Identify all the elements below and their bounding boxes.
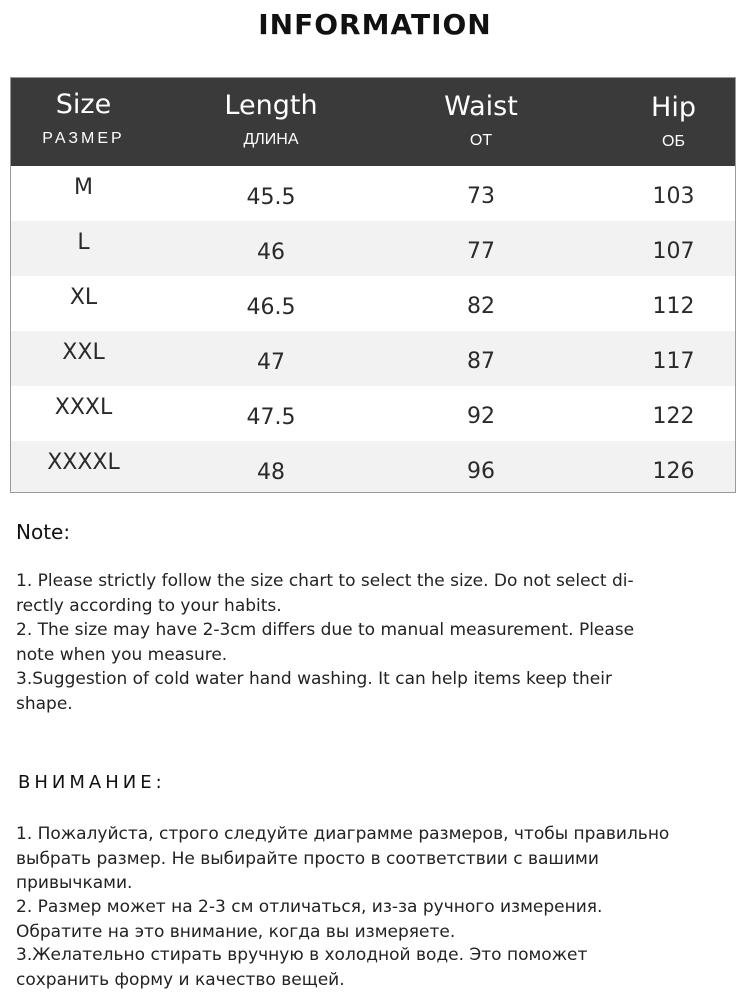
table-row	[11, 386, 735, 441]
cell-waist: 73	[467, 184, 495, 209]
cell-length: 48	[257, 460, 285, 485]
header-size	[11, 78, 156, 166]
vnimanie-item-2: 2. Размер может на 2-3 см отличаться, из-за ручного измерения. Обратите на это внимание, когда вы измеряете.	[16, 897, 603, 942]
cell-waist: 87	[467, 349, 495, 374]
header-hip-en: Hip	[651, 92, 696, 123]
header-length-ru: ДЛИНА	[243, 131, 299, 148]
cell-length: 46.5	[246, 295, 296, 320]
header-hip-ru: ОБ	[662, 133, 685, 150]
note-item-1: 1. Please strictly follow the size chart to select the size. Do not select di- rectly according to your habits.	[16, 571, 634, 616]
table-row	[11, 166, 735, 221]
cell-size: XXXXL	[47, 450, 120, 475]
header-size-ru: РАЗМЕР	[42, 130, 125, 147]
note-item-2: 2. The size may have 2-3cm differs due to manual measurement. Please note when you measure.	[16, 620, 635, 665]
cell-hip: 112	[652, 294, 695, 319]
size-table	[10, 77, 736, 493]
cell-waist: 96	[467, 459, 495, 484]
cell-hip: 117	[652, 349, 695, 374]
vnimanie-item-3: 3.Желательно стирать вручную в холодной воде. Это поможет сохранить форму и качество вещей.	[16, 945, 588, 990]
table-header	[11, 78, 735, 166]
header-size-en: Size	[55, 89, 112, 120]
note-item-3: 3.Suggestion of cold water hand washing. It can help items keep their shape.	[16, 669, 612, 714]
cell-length: 46	[257, 240, 285, 265]
header-waist-en: Waist	[444, 91, 518, 122]
page-title: INFORMATION	[258, 8, 492, 41]
cell-size: XXL	[62, 340, 105, 365]
cell-length: 47.5	[246, 405, 296, 430]
cell-hip: 107	[652, 239, 695, 264]
cell-hip: 126	[652, 459, 695, 484]
note-heading: Note:	[16, 520, 71, 544]
vnimanie-heading: ВНИМАНИЕ:	[18, 772, 166, 793]
table-row	[11, 331, 735, 386]
cell-waist: 77	[467, 239, 495, 264]
header-waist	[391, 78, 571, 166]
cell-waist: 82	[467, 294, 495, 319]
table-body	[11, 166, 735, 493]
header-waist-ru: ОТ	[469, 132, 493, 149]
cell-size: XL	[69, 285, 98, 310]
cell-waist: 92	[467, 404, 495, 429]
header-length	[181, 78, 361, 166]
cell-length: 45.5	[246, 185, 296, 210]
table-row	[11, 221, 735, 276]
cell-length: 47	[257, 350, 285, 375]
header-hip	[586, 78, 736, 166]
cell-size: XXXL	[54, 395, 113, 420]
cell-size: L	[77, 230, 90, 255]
cell-hip: 122	[652, 404, 695, 429]
cell-hip: 103	[652, 184, 695, 209]
table-row	[11, 276, 735, 331]
cell-size: M	[74, 175, 93, 200]
table-row	[11, 441, 735, 493]
vnimanie-item-1: 1. Пожалуйста, строго следуйте диаграмме размеров, чтобы правильно выбрать размер. Не выбирайте просто в соответствии с вашими привычками.	[16, 824, 670, 893]
header-length-en: Length	[224, 90, 318, 121]
